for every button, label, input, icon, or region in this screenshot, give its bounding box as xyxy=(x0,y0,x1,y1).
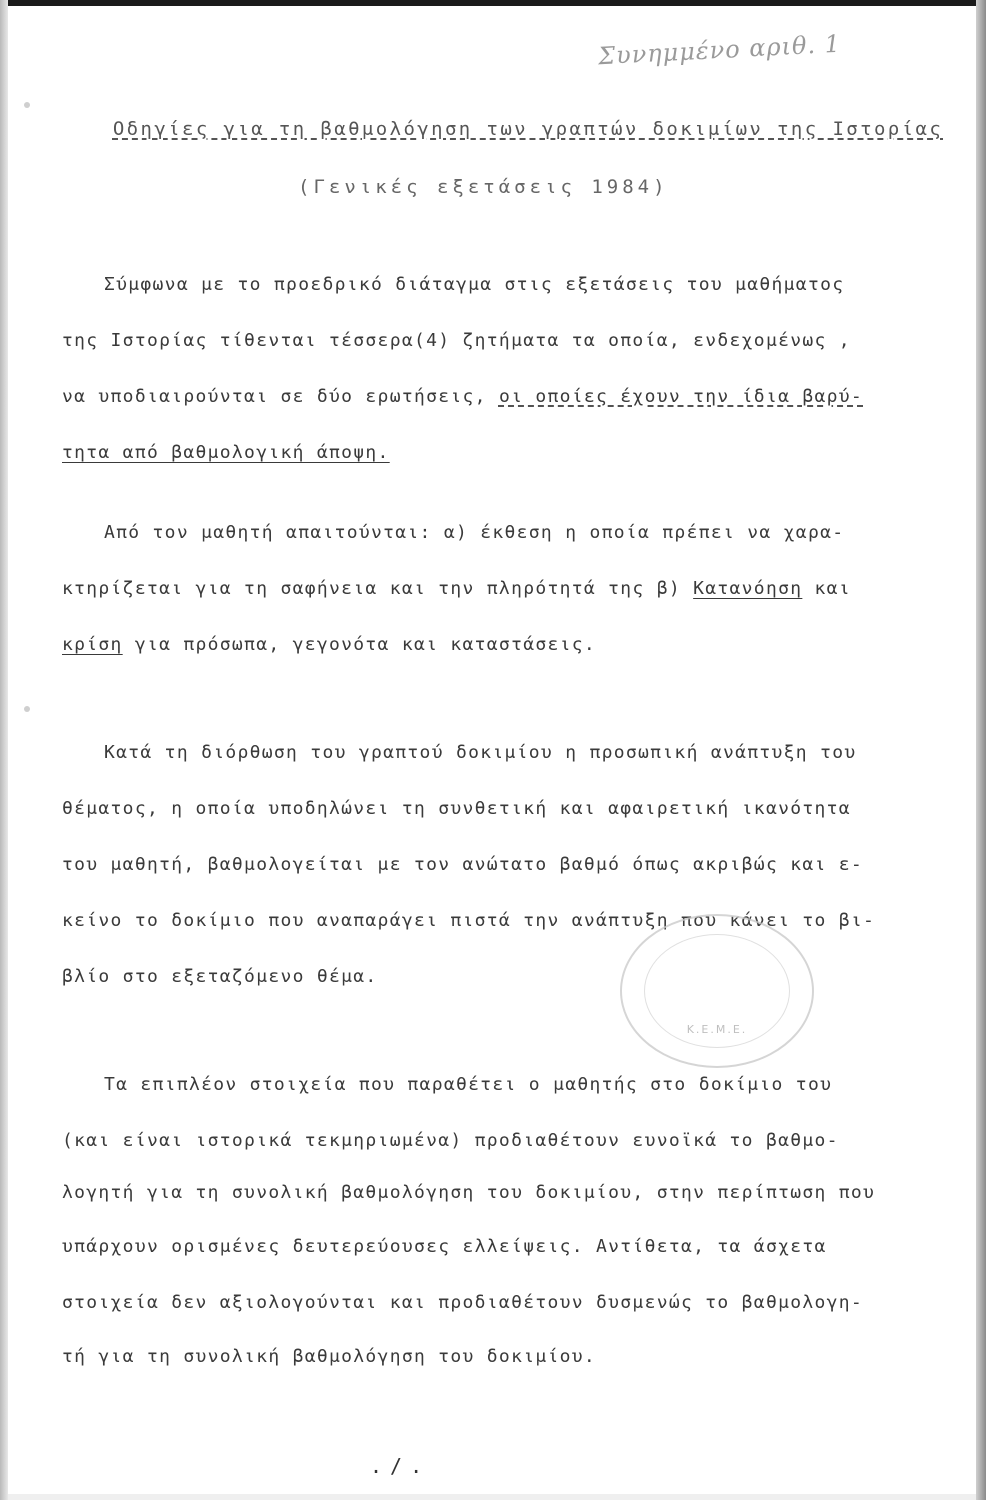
paragraph-4-line: στοιχεία δεν αξιολογούνται και προδιαθέτουν δυσμενώς το βαθμολογη- xyxy=(62,1292,864,1313)
paragraph-3-line: κείνο το δοκίμιο που αναπαράγει πιστά την ανάπτυξη που κάνει το βι- xyxy=(62,910,876,931)
scan-left-edge xyxy=(0,0,8,1500)
binding-hole xyxy=(24,102,30,108)
document-page xyxy=(8,6,976,1494)
underlined-word: Κατανόηση xyxy=(693,578,803,599)
paragraph-4-line: υπάρχουν ορισμένες δευτερεύουσες ελλείψεις. Αντίθετα, τα άσχετα xyxy=(62,1236,827,1257)
paragraph-1-line xyxy=(62,386,912,407)
paragraph-3-line: θέματος, η οποία υποδηλώνει τη συνθετική και αφαιρετική ικανότητα xyxy=(62,798,851,819)
handwritten-note: Συνημμένο αριθ. 1 xyxy=(597,29,842,71)
paragraph-4-line: (και είναι ιστορικά τεκμηριωμένα) προδιαθέτουν ευνοϊκά το βαθμο- xyxy=(62,1130,839,1151)
paragraph-2-line xyxy=(62,634,912,655)
paragraph-2-line xyxy=(62,578,912,599)
underlined-phrase: τητα από βαθμολογική άποψη. xyxy=(62,442,390,463)
document-subtitle: (Γενικές εξετάσεις 1984) xyxy=(298,176,669,198)
scan-right-edge xyxy=(976,0,986,1500)
paragraph-1-line xyxy=(62,442,912,463)
official-stamp xyxy=(620,914,814,1068)
paragraph-1-line: της Ιστορίας τίθενται τέσσερα(4) ζητήματα τα οποία, ενδεχομένως , xyxy=(62,330,851,351)
paragraph-2-text: για πρόσωπα, γεγονότα και καταστάσεις. xyxy=(122,634,597,655)
paragraph-3-line: Κατά τη διόρθωση του γραπτού δοκιμίου η προσωπική ανάπτυξη του xyxy=(104,742,857,763)
paragraph-3-line: βλίο στο εξεταζόμενο θέμα. xyxy=(62,966,378,987)
underlined-phrase: οι οποίες έχουν την ίδια βαρύ- xyxy=(498,386,864,407)
paragraph-1-text: να υποδιαιρούνται σε δύο ερωτήσεις, xyxy=(62,386,499,407)
paragraph-2-text: και xyxy=(802,578,851,599)
paragraph-4-line: λογητή για τη συνολική βαθμολόγηση του δοκιμίου, στην περίπτωση που xyxy=(62,1182,876,1203)
stamp-text: Κ.Ε.Μ.Ε. xyxy=(686,1023,748,1036)
paragraph-2-text: κτηρίζεται για τη σαφήνεια και την πληρότητά της β) xyxy=(62,578,694,599)
page-continuation-marker: ./. xyxy=(370,1454,431,1478)
paragraph-4-line: Τα επιπλέον στοιχεία που παραθέτει ο μαθητής στο δοκίμιο του xyxy=(104,1074,833,1095)
paragraph-2-line: Από τον μαθητή απαιτούνται: α) έκθεση η οποία πρέπει να χαρα- xyxy=(104,522,845,543)
binding-hole xyxy=(24,706,30,712)
paragraph-3-line: του μαθητή, βαθμολογείται με τον ανώτατο βαθμό όπως ακριβώς και ε- xyxy=(62,854,864,875)
document-title: Οδηγίες για τη βαθμολόγηση των γραπτών δοκιμίων της Ιστορίας xyxy=(112,118,944,140)
paragraph-1-line: Σύμφωνα με το προεδρικό διάταγμα στις εξετάσεις του μαθήματος xyxy=(104,274,845,295)
paragraph-4-line: τή για τη συνολική βαθμολόγηση του δοκιμίου. xyxy=(62,1346,597,1367)
underlined-word: κρίση xyxy=(62,634,123,655)
